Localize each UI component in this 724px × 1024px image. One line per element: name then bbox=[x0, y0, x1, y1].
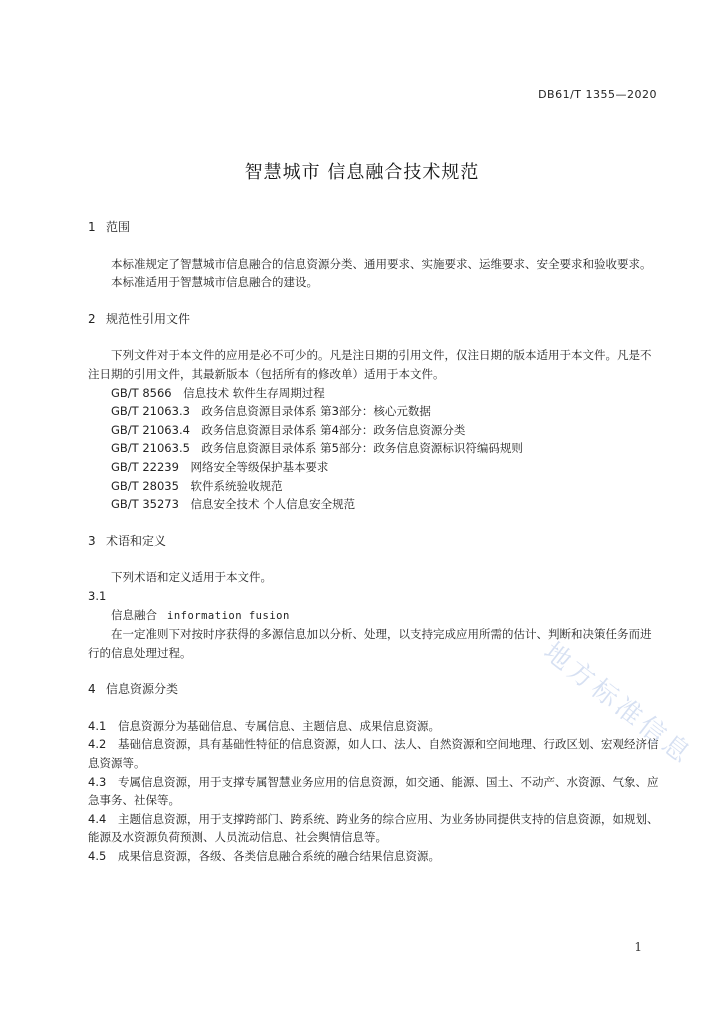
reference-item: GB/T 22239 网络安全等级保护基本要求 bbox=[111, 459, 329, 474]
paragraph: 本标准规定了智慧城市信息融合的信息资源分类、通用要求、实施要求、运维要求、安全要求和验收要求。 bbox=[111, 256, 652, 271]
document-title: 智慧城市 信息融合技术规范 bbox=[244, 162, 480, 183]
clause-item: 4.2 基础信息资源，具有基础性特征的信息资源，如人口、法人、自然资源和空间地理、行政区划、宏观经济信息资源等。 bbox=[88, 737, 659, 771]
paragraph: 下列术语和定义适用于本文件。 bbox=[111, 570, 272, 585]
section-heading-4: 4 信息资源分类 bbox=[88, 682, 179, 697]
section-heading-3: 3 术语和定义 bbox=[88, 533, 167, 548]
standard-code: DB61/T 1355—2020 bbox=[538, 88, 657, 101]
page-number: 1 bbox=[634, 940, 642, 954]
watermark: 地方标准信息 bbox=[537, 636, 699, 772]
paragraph: 本标准适用于智慧城市信息融合的建设。 bbox=[111, 275, 318, 290]
term-definition: 在一定准则下对按时序获得的多源信息加以分析、处理，以支持完成应用所需的估计、判断和决策任务而进行的信息处理过程。 bbox=[88, 627, 652, 660]
reference-item: GB/T 21063.3 政务信息资源目录体系 第3部分：核心元数据 bbox=[111, 404, 431, 419]
term-chinese: 信息融合 bbox=[111, 607, 157, 622]
term-english: information fusion bbox=[167, 609, 290, 622]
clause-item: 4.5 成果信息资源，各级、各类信息融合系统的融合结果信息资源。 bbox=[88, 849, 440, 864]
reference-item: GB/T 35273 信息安全技术 个人信息安全规范 bbox=[111, 497, 356, 512]
clause-item: 4.1 信息资源分为基础信息、专属信息、主题信息、成果信息资源。 bbox=[88, 718, 440, 733]
reference-item: GB/T 21063.5 政务信息资源目录体系 第5部分：政务信息资源标识符编码规则 bbox=[111, 441, 523, 456]
reference-item: GB/T 21063.4 政务信息资源目录体系 第4部分：政务信息资源分类 bbox=[111, 422, 466, 437]
paragraph: 下列文件对于本文件的应用是必不可少的。凡是注日期的引用文件，仅注日期的版本适用于本文件。凡是不注日期的引用文件，其最新版本（包括所有的修改单）适用于本文件。 bbox=[88, 348, 652, 381]
section-heading-2: 2 规范性引用文件 bbox=[88, 311, 191, 326]
document-body bbox=[88, 218, 660, 866]
term-number: 3.1 bbox=[88, 588, 107, 603]
clause-item: 4.3 专属信息资源，用于支撑专属智慧业务应用的信息资源，如交通、能源、国土、不动产、水资源、气象、应急事务、社保等。 bbox=[88, 774, 659, 808]
clause-item: 4.4 主题信息资源，用于支撑跨部门、跨系统、跨业务的综合应用、为业务协同提供支持的信息资源，如规划、能源及水资源负荷预测、人员流动信息、社会舆情信息等。 bbox=[88, 811, 659, 845]
reference-item: GB/T 8566 信息技术 软件生存周期过程 bbox=[111, 385, 325, 400]
term-entry bbox=[88, 606, 660, 626]
section-heading-1: 1 范围 bbox=[88, 220, 131, 234]
reference-item: GB/T 28035 软件系统验收规范 bbox=[111, 478, 283, 493]
